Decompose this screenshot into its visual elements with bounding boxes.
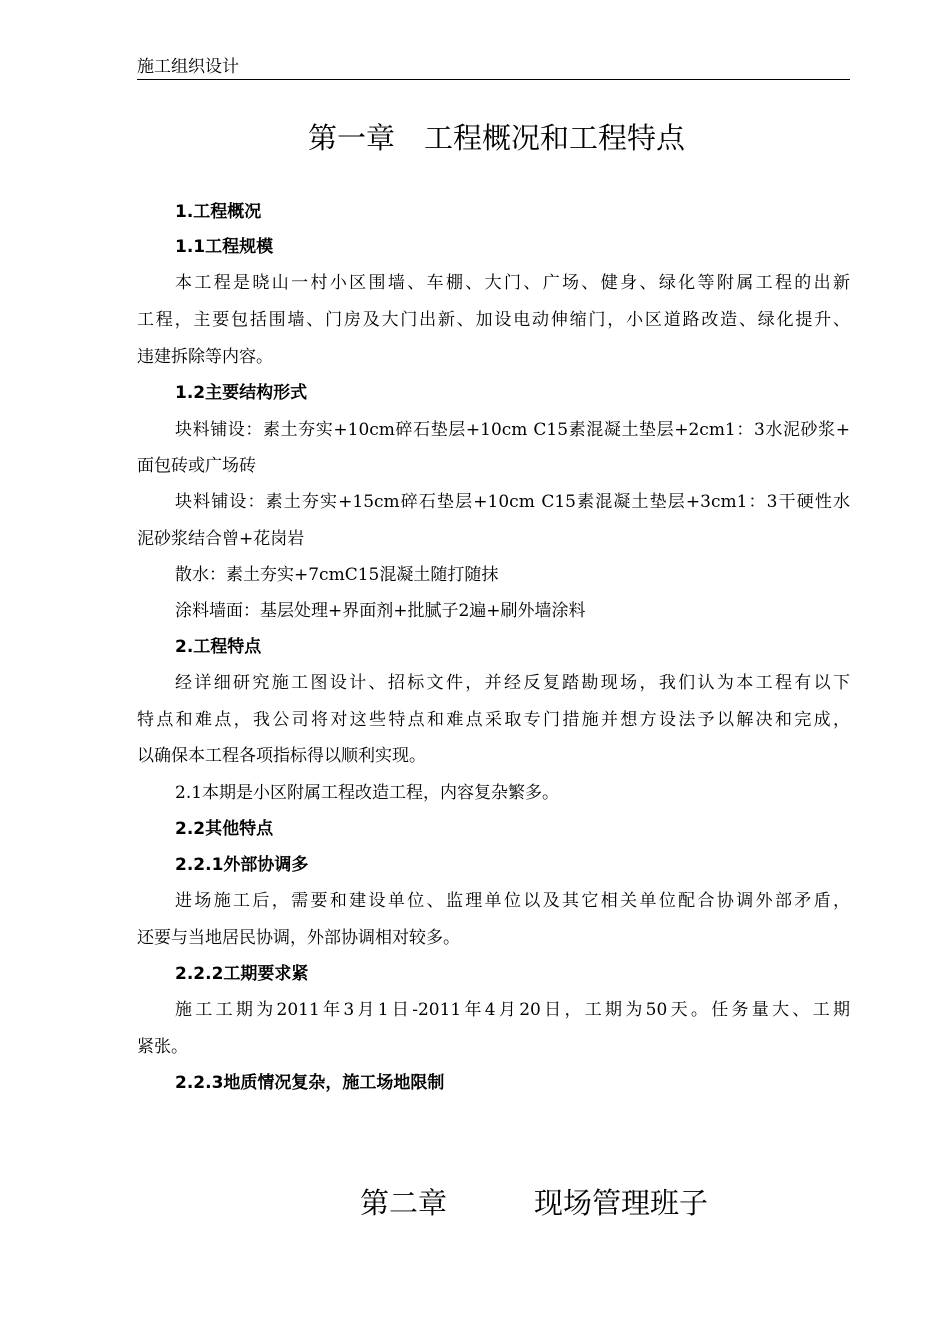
paragraph-7: 2.1本期是小区附属工程改造工程，内容复杂繁多。 [175, 783, 560, 803]
paragraph-8-line-2: 还要与当地居民协调，外部协调相对较多。 [137, 928, 460, 948]
heading-2-2-1: 2.2.1外部协调多 [175, 855, 309, 875]
heading-1: 1.工程概况 [175, 202, 262, 222]
paragraph-9-line-2: 紧张。 [137, 1037, 188, 1057]
paragraph-1-line-3: 违建拆除等内容。 [137, 347, 273, 367]
chapter-1-title: 第一章 工程概况和工程特点 [308, 121, 686, 155]
paragraph-3-line-1: 块料铺设：素土夯实+15cm碎石垫层+10cm C15素混凝土垫层+3cm1：3干硬性水 [175, 492, 850, 512]
paragraph-1-line-1: 本工程是晓山一村小区围墙、车棚、大门、广场、健身、绿化等附属工程的出新 [175, 273, 850, 293]
header-text: 施工组织设计 [137, 57, 239, 77]
paragraph-8-line-1: 进场施工后，需要和建设单位、监理单位以及其它相关单位配合协调外部矛盾， [175, 891, 850, 911]
heading-2: 2.工程特点 [175, 637, 262, 657]
paragraph-9-line-1: 施工工期为2011年3月1日-2011年4月20日，工期为50天。任务量大、工期 [175, 1000, 850, 1020]
heading-2-2-2: 2.2.2工期要求紧 [175, 964, 309, 984]
paragraph-4: 散水：素土夯实+7cmC15混凝土随打随抹 [175, 565, 499, 585]
paragraph-6-line-3: 以确保本工程各项指标得以顺利实现。 [137, 746, 426, 766]
page-header [137, 56, 850, 80]
chapter-2-title: 第二章 现场管理班子 [360, 1186, 709, 1220]
heading-1-2: 1.2主要结构形式 [175, 383, 308, 403]
paragraph-1-line-2: 工程，主要包括围墙、门房及大门出新、加设电动伸缩门，小区道路改造、绿化提升、 [137, 310, 850, 330]
paragraph-5: 涂料墙面：基层处理+界面剂+批腻子2遍+刷外墙涂料 [175, 601, 586, 621]
heading-1-1: 1.1工程规模 [175, 237, 274, 257]
heading-2-2-3: 2.2.3地质情况复杂，施工场地限制 [175, 1073, 445, 1093]
paragraph-3-line-2: 泥砂浆结合曾+花岗岩 [137, 529, 305, 549]
paragraph-2-line-1: 块料铺设：素土夯实+10cm碎石垫层+10cm C15素混凝土垫层+2cm1：3水泥砂浆+ [175, 420, 850, 440]
paragraph-6-line-2: 特点和难点，我公司将对这些特点和难点采取专门措施并想方设法予以解决和完成， [137, 710, 850, 730]
paragraph-2-line-2: 面包砖或广场砖 [137, 456, 256, 476]
heading-2-2: 2.2其他特点 [175, 819, 274, 839]
paragraph-6-line-1: 经详细研究施工图设计、招标文件，并经反复踏勘现场，我们认为本工程有以下 [175, 673, 850, 693]
